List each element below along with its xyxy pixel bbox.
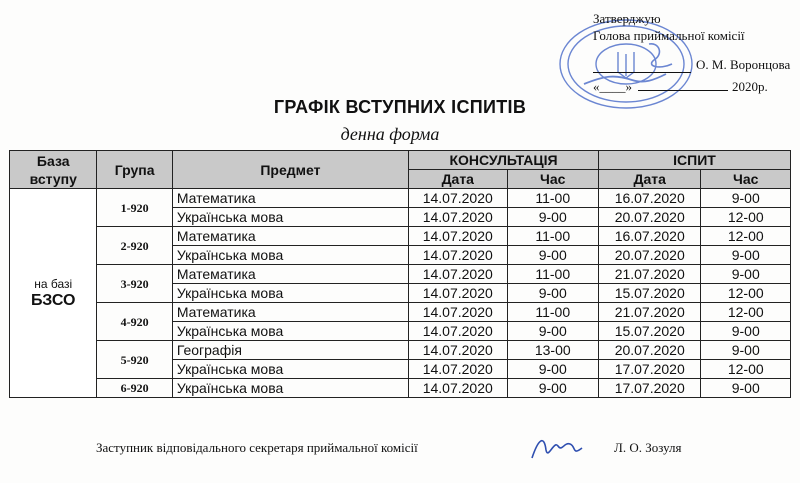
table-row: [10, 341, 791, 360]
group-cell: 5-920: [97, 341, 172, 379]
consult-date-cell: 14.07.2020: [409, 379, 508, 398]
subject-cell: Математика: [172, 265, 408, 284]
table-row: [10, 303, 791, 322]
table-row: [10, 265, 791, 284]
subject-cell: Математика: [172, 227, 408, 246]
consult-date-cell: 14.07.2020: [409, 208, 508, 227]
exam-time-cell: 9-00: [701, 265, 791, 284]
exam-date-cell: 17.07.2020: [598, 379, 701, 398]
consult-time-cell: 11-00: [507, 189, 598, 208]
exam-date-cell: 16.07.2020: [598, 227, 701, 246]
exam-date-cell: 21.07.2020: [598, 303, 701, 322]
subject-cell: Географія: [172, 341, 408, 360]
exam-date-cell: 20.07.2020: [598, 208, 701, 227]
group-cell: 4-920: [97, 303, 172, 341]
group-cell: 2-920: [97, 227, 172, 265]
exam-time-cell: 12-00: [701, 360, 791, 379]
header-consult-time: Час: [507, 170, 598, 189]
base-value: БЗСО: [30, 291, 76, 309]
header-exam-time: Час: [701, 170, 791, 189]
consult-time-cell: 13-00: [507, 341, 598, 360]
exam-date-cell: 17.07.2020: [598, 360, 701, 379]
header-exam-date: Дата: [598, 170, 701, 189]
header-subject: Предмет: [172, 151, 408, 189]
subject-cell: Українська мова: [172, 246, 408, 265]
consult-date-cell: 14.07.2020: [409, 246, 508, 265]
consult-time-cell: 11-00: [507, 303, 598, 322]
exam-time-cell: 9-00: [701, 322, 791, 341]
consult-date-cell: 14.07.2020: [409, 284, 508, 303]
exam-date-cell: 16.07.2020: [598, 189, 701, 208]
header-group: Група: [97, 151, 172, 189]
page-subtitle: денна форма: [340, 124, 440, 144]
exam-date-cell: 20.07.2020: [598, 246, 701, 265]
footer-position: Заступник відповідального секретаря приймальної комісії: [96, 440, 418, 455]
approval-label: Затверджую: [593, 11, 661, 26]
consult-date-cell: 14.07.2020: [409, 322, 508, 341]
subject-cell: Українська мова: [172, 284, 408, 303]
exam-time-cell: 9-00: [701, 379, 791, 398]
exam-date-cell: 20.07.2020: [598, 341, 701, 360]
schedule-body: [10, 189, 791, 398]
footer-signer-name: Л. О. Зозуля: [614, 440, 682, 455]
exam-time-cell: 12-00: [701, 208, 791, 227]
consult-date-cell: 14.07.2020: [409, 303, 508, 322]
subject-cell: Українська мова: [172, 379, 408, 398]
approval-position: Голова приймальної комісії: [593, 28, 745, 43]
base-cell: [10, 189, 97, 398]
header-consultation: КОНСУЛЬТАЦІЯ: [409, 151, 599, 170]
consult-time-cell: 9-00: [507, 360, 598, 379]
header-exam: ІСПИТ: [598, 151, 790, 170]
consult-time-cell: 9-00: [507, 246, 598, 265]
exam-schedule-table: [9, 150, 791, 398]
header-base: База вступу: [10, 151, 97, 189]
consult-date-cell: 14.07.2020: [409, 189, 508, 208]
consult-date-cell: 14.07.2020: [409, 341, 508, 360]
exam-date-cell: 15.07.2020: [598, 322, 701, 341]
approver-name: О. М. Воронцова: [696, 57, 791, 72]
exam-time-cell: 12-00: [701, 227, 791, 246]
consult-time-cell: 11-00: [507, 265, 598, 284]
group-cell: 1-920: [97, 189, 172, 227]
consult-time-cell: 11-00: [507, 227, 598, 246]
subject-cell: Українська мова: [172, 322, 408, 341]
exam-time-cell: 9-00: [701, 246, 791, 265]
subject-cell: Математика: [172, 189, 408, 208]
consult-date-cell: 14.07.2020: [409, 265, 508, 284]
exam-time-cell: 12-00: [701, 284, 791, 303]
header-consult-date: Дата: [409, 170, 508, 189]
consult-time-cell: 9-00: [507, 322, 598, 341]
exam-time-cell: 9-00: [701, 341, 791, 360]
consult-time-cell: 9-00: [507, 208, 598, 227]
subject-cell: Математика: [172, 303, 408, 322]
group-cell: 3-920: [97, 265, 172, 303]
signature-mark: [528, 430, 588, 466]
subject-cell: Українська мова: [172, 360, 408, 379]
exam-date-cell: 21.07.2020: [598, 265, 701, 284]
signature-line: [593, 72, 691, 73]
page-title: ГРАФІК ВСТУПНИХ ІСПИТІВ: [273, 97, 527, 117]
consult-time-cell: 9-00: [507, 284, 598, 303]
approval-year: 2020р.: [732, 79, 768, 94]
table-row: [10, 227, 791, 246]
subject-cell: Українська мова: [172, 208, 408, 227]
consult-time-cell: 9-00: [507, 379, 598, 398]
table-row: [10, 379, 791, 398]
base-label: на базі: [34, 276, 73, 291]
table-row: [10, 189, 791, 208]
exam-time-cell: 12-00: [701, 303, 791, 322]
exam-date-cell: 15.07.2020: [598, 284, 701, 303]
group-cell: 6-920: [97, 379, 172, 398]
consult-date-cell: 14.07.2020: [409, 360, 508, 379]
approval-date: «____» 2020р.: [593, 79, 768, 94]
exam-time-cell: 9-00: [701, 189, 791, 208]
consult-date-cell: 14.07.2020: [409, 227, 508, 246]
